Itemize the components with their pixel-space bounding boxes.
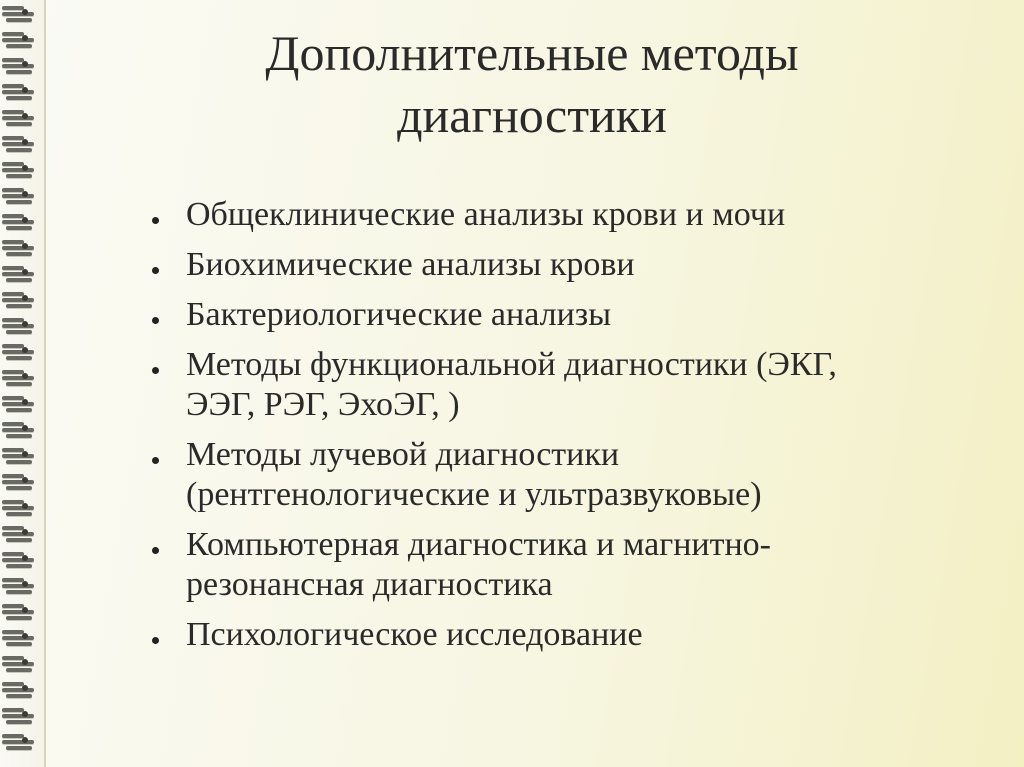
slide-title — [150, 22, 914, 146]
spiral-binding-icon — [2, 316, 36, 334]
spiral-binding-icon — [2, 368, 36, 386]
list-item-text: Бактериологические анализы — [186, 296, 612, 333]
spiral-binding — [0, 0, 46, 767]
spiral-binding-icon — [2, 238, 36, 256]
list-item-text: Психологическое исследование — [186, 616, 643, 653]
spiral-binding-icon — [2, 264, 36, 282]
list-item — [148, 245, 1008, 285]
list-item-text: Компьютерная диагностика и магнитно- — [186, 526, 771, 563]
bullet-dot-icon — [152, 317, 159, 324]
spiral-binding-icon — [2, 498, 36, 516]
spiral-binding-icon — [2, 290, 36, 308]
list-item — [148, 615, 1008, 655]
list-item — [148, 345, 1008, 425]
list-item-text: ЭЭГ, РЭГ, ЭхоЭГ, ) — [186, 386, 460, 423]
bullet-dot-icon — [152, 457, 159, 464]
methods-list — [148, 195, 1008, 665]
list-item-text: Методы функциональной диагностики (ЭКГ, — [186, 346, 837, 383]
spiral-binding-icon — [2, 732, 36, 750]
spiral-binding-icon — [2, 134, 36, 152]
spiral-binding-icon — [2, 524, 36, 542]
slide-title-line-1: Дополнительные методы — [265, 25, 799, 81]
spiral-binding-icon — [2, 186, 36, 204]
spiral-binding-icon — [2, 576, 36, 594]
spiral-binding-icon — [2, 550, 36, 568]
slide-title-line-2: диагностики — [397, 87, 667, 143]
spiral-binding-icon — [2, 680, 36, 698]
spiral-binding-icon — [2, 472, 36, 490]
spiral-binding-icon — [2, 342, 36, 360]
spiral-binding-icon — [2, 706, 36, 724]
spiral-binding-icon — [2, 108, 36, 126]
spiral-binding-icon — [2, 394, 36, 412]
bullet-dot-icon — [152, 637, 159, 644]
bullet-dot-icon — [152, 547, 159, 554]
list-item — [148, 435, 1008, 515]
spiral-binding-icon — [2, 160, 36, 178]
list-item-text: Биохимические анализы крови — [186, 246, 635, 283]
spiral-binding-icon — [2, 30, 36, 48]
spiral-binding-icon — [2, 4, 36, 22]
list-item-text: резонансная диагностика — [186, 566, 553, 603]
list-item — [148, 525, 1008, 605]
list-item-text: Общеклинические анализы крови и мочи — [186, 196, 786, 233]
list-item-text: (рентгенологические и ультразвуковые) — [186, 476, 762, 513]
spiral-binding-icon — [2, 446, 36, 464]
bullet-dot-icon — [152, 267, 159, 274]
list-item — [148, 195, 1008, 235]
spiral-binding-icon — [2, 420, 36, 438]
bullet-dot-icon — [152, 217, 159, 224]
spiral-binding-icon — [2, 654, 36, 672]
spiral-binding-icon — [2, 212, 36, 230]
bullet-dot-icon — [152, 367, 159, 374]
margin-line — [44, 0, 46, 767]
spiral-binding-icon — [2, 82, 36, 100]
list-item-text: Методы лучевой диагностики — [186, 436, 620, 473]
list-item — [148, 295, 1008, 335]
spiral-binding-icon — [2, 628, 36, 646]
spiral-binding-icon — [2, 56, 36, 74]
spiral-binding-icon — [2, 602, 36, 620]
